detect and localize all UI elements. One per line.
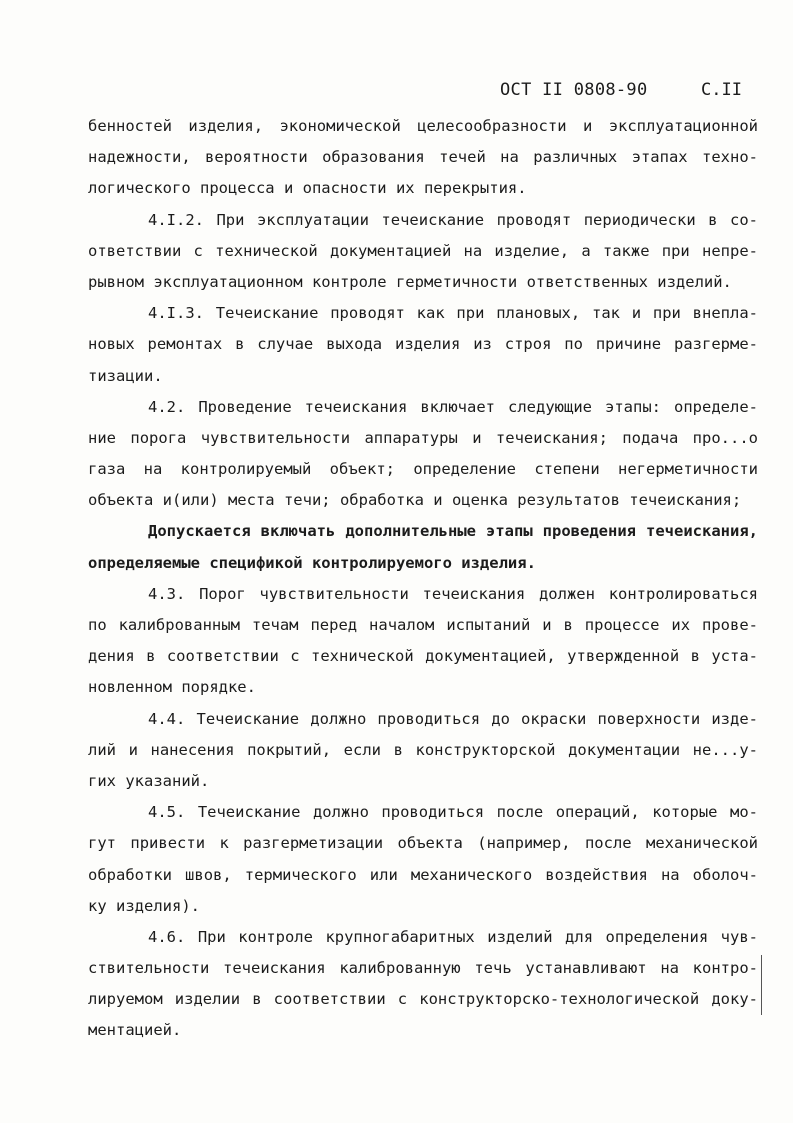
page-number: С.II (701, 80, 742, 100)
text-line: новых ремонтах в случае выхода изделия из строя по причине разгерме- (88, 335, 758, 354)
document-body (88, 111, 758, 1047)
text-line: логического процесса и опасности их перекрытия. (88, 179, 527, 198)
text-line: ментацией. (88, 1021, 182, 1040)
text-line: надежности, вероятности образования течей на различных этапах техно- (88, 148, 758, 167)
text-line: ку изделия). (88, 896, 200, 915)
text-line: 4.3. Порог чувствительности течеискания должен контролироваться (148, 584, 758, 603)
text-line: обработки швов, термического или механического воздействия на оболоч- (88, 865, 758, 884)
text-line: новленном порядке. (88, 678, 256, 697)
text-line: гих указаний. (88, 771, 210, 790)
text-line: лируемом изделии в соответствии с конструкторско-технологической доку- (88, 990, 758, 1009)
text-line: 4.I.3. Течеискание проводят как при плановых, так и при внепла- (148, 304, 758, 323)
text-line: 4.4. Течеискание должно проводиться до окраски поверхности изде- (148, 709, 758, 728)
text-line: по калиброванным течам перед началом испытаний и в процессе их прове- (88, 616, 758, 634)
text-line: дения в соответствии с технической документацией, утвержденной в уста- (88, 647, 758, 666)
text-line: объекта и(или) места течи; обработка и оценка результатов течеискания; (88, 491, 742, 510)
text-line: ствительности течеискания калиброванную течь устанавливают на контро- (88, 959, 758, 978)
text-line: рывном эксплуатационном контроле герметичности ответственных изделий. (88, 272, 732, 291)
text-line: газа на контролируемый объект; определение степени негерметичности (88, 460, 758, 479)
text-line: ние порога чувствительности аппаратуры и течеискания; подача про...о (88, 428, 758, 447)
text-line: лий и нанесения покрытий, если в конструкторской документации не...у- (88, 740, 758, 759)
text-line: 4.5. Течеискание должно проводиться после операций, которые мо- (148, 803, 758, 822)
text-line: тизации. (88, 366, 163, 385)
text-line: 4.6. При контроле крупногабаритных изделий для определения чув- (148, 927, 758, 946)
text-line: определяемые спецификой контролируемого изделия. (88, 553, 536, 572)
page-header (0, 80, 793, 110)
text-line: бенностей изделия, экономической целесообразности и эксплуатационной (88, 117, 758, 135)
text-line: 4.2. Проведение течеискания включает следующие этапы: определе- (148, 397, 758, 416)
text-line: гут привести к разгерметизации объекта (например, после механической (88, 834, 758, 853)
text-line: ответствии с технической документацией на изделие, а также при непре- (88, 241, 758, 260)
text-line: Допускается включать дополнительные этапы проведения течеискания, (148, 522, 758, 541)
text-line: 4.I.2. При эксплуатации течеискание проводят периодически в со- (148, 210, 758, 229)
margin-mark (761, 955, 764, 1015)
document-id: ОСТ II 0808-90 (500, 80, 648, 100)
